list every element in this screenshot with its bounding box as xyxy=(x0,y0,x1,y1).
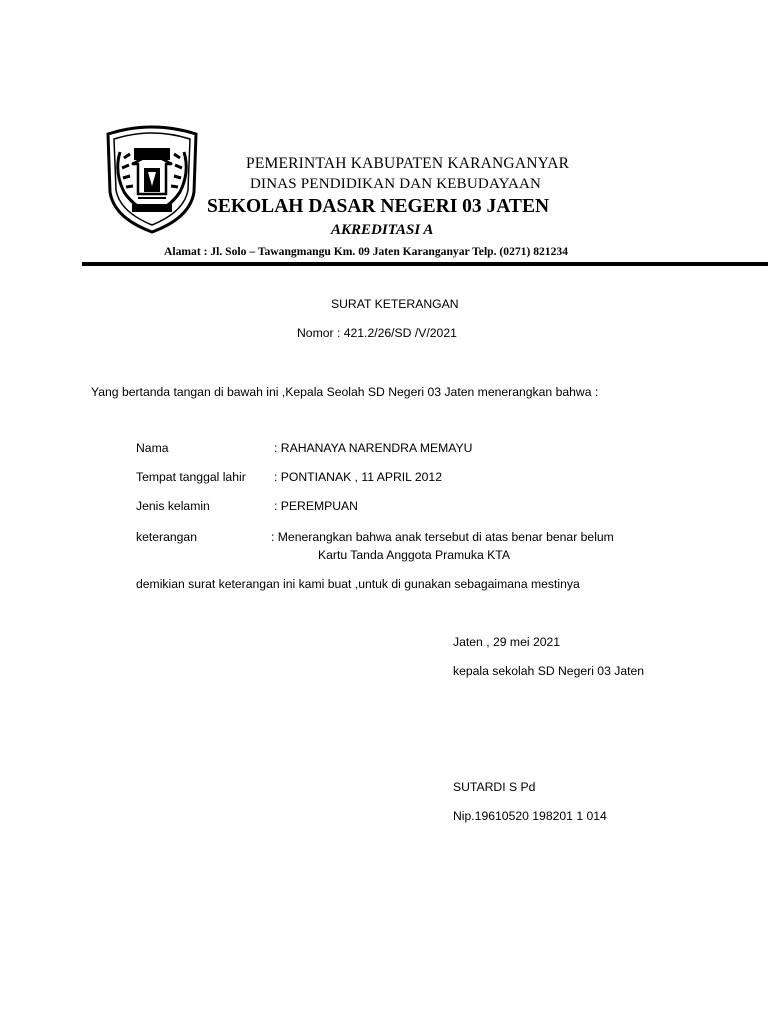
field-value-birth: : PONTIANAK , 11 APRIL 2012 xyxy=(274,470,442,484)
field-value-remarks-continued: Kartu Tanda Anggota Pramuka KTA xyxy=(318,548,510,562)
field-value-remarks: : Menerangkan bahwa anak tersebut di atas benar benar belum xyxy=(271,530,614,544)
letterhead-divider xyxy=(82,262,768,266)
school-address: Alamat : Jl. Solo – Tawangmangu Km. 09 Jaten Karanganyar Telp. (0271) 821234 xyxy=(164,245,568,258)
field-value-name: : RAHANAYA NARENDRA MEMAYU xyxy=(274,441,473,455)
school-name-heading: SEKOLAH DASAR NEGERI 03 JATEN xyxy=(207,196,550,217)
field-value-gender: : PEREMPUAN xyxy=(274,499,358,513)
government-heading: PEMERINTAH KABUPATEN KARANGANYAR xyxy=(246,155,570,172)
field-label-name: Nama xyxy=(136,441,169,455)
accreditation-label: AKREDITASI A xyxy=(331,222,434,238)
field-label-birth: Tempat tanggal lahir xyxy=(136,470,246,484)
signer-nip: Nip.19610520 198201 1 014 xyxy=(453,809,607,823)
letter-intro: Yang bertanda tangan di bawah ini ,Kepala Seolah SD Negeri 03 Jaten menerangkan bahwa : xyxy=(91,385,599,399)
letter-title: SURAT KETERANGAN xyxy=(331,297,459,311)
place-date: Jaten , 29 mei 2021 xyxy=(453,635,561,649)
department-heading: DINAS PENDIDIKAN DAN KEBUDAYAAN xyxy=(250,176,542,192)
regency-emblem-logo xyxy=(104,122,200,234)
signer-name: SUTARDI S Pd xyxy=(453,780,536,794)
field-label-remarks: keterangan xyxy=(136,530,197,544)
signer-position: kepala sekolah SD Negeri 03 Jaten xyxy=(453,664,645,678)
field-label-gender: Jenis kelamin xyxy=(136,499,210,513)
letter-closing: demikian surat keterangan ini kami buat ,untuk di gunakan sebagaimana mestinya xyxy=(136,577,580,591)
letter-number: Nomor : 421.2/26/SD /V/2021 xyxy=(297,326,457,340)
